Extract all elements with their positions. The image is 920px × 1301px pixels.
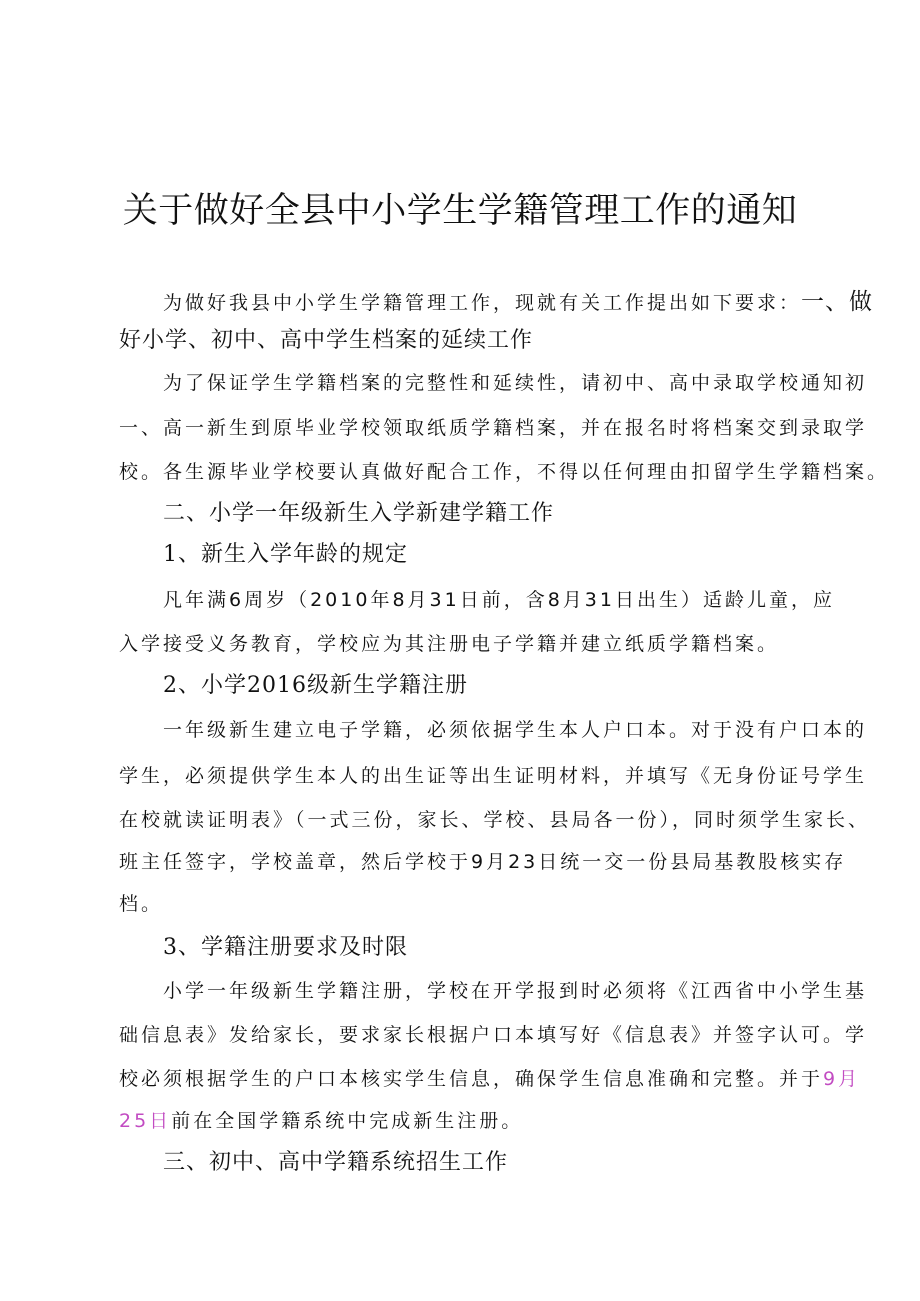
highlighted-date: 25日: [119, 1110, 172, 1132]
paragraph-line: 凡年满6周岁（2010年8月31日前，含8月31日出生）适龄儿童，应: [163, 589, 835, 611]
section-1-heading-start: 一、做: [801, 289, 874, 315]
paragraph-line: [119, 1107, 523, 1135]
section-2-heading: 二、小学一年级新生入学新建学籍工作: [163, 501, 555, 526]
subsection-3-heading: 3、学籍注册要求及时限: [163, 935, 408, 960]
section-1-heading: 好小学、初中、高中学生档案的延续工作: [119, 328, 534, 353]
subsection-2-heading: 2、小学2016级新生学籍注册: [163, 673, 468, 698]
paragraph-line: 在校就读证明表》（一式三份，家长、学校、县局各一份），同时须学生家长、: [119, 809, 871, 831]
paragraph-text: 校必须根据学生的户口本核实学生信息，确保学生信息准确和完整。并于: [119, 1068, 824, 1090]
paragraph-line: 为了保证学生学籍档案的完整性和延续性，请初中、高中录取学校通知初: [163, 372, 868, 394]
subsection-1-heading: 1、新生入学年龄的规定: [163, 542, 408, 567]
paragraph-line: 一、高一新生到原毕业学校领取纸质学籍档案，并在报名时将档案交到录取学: [119, 417, 868, 439]
section-3-heading: 三、初中、高中学籍系统招生工作: [163, 1150, 509, 1175]
paragraph-line: 校。各生源毕业学校要认真做好配合工作，不得以任何理由扣留学生学籍档案。: [119, 461, 890, 483]
intro-line-1: [163, 287, 873, 317]
paragraph-line: 入学接受义务教育，学校应为其注册电子学籍并建立纸质学籍档案。: [119, 633, 780, 655]
intro-text: 为做好我县中小学生学籍管理工作，现就有关工作提出如下要求：: [163, 292, 802, 314]
paragraph-line: [119, 1065, 860, 1093]
paragraph-line: 小学一年级新生学籍注册，学校在开学报到时必须将《江西省中小学生基: [163, 980, 868, 1002]
paragraph-line: 一年级新生建立电子学籍，必须依据学生本人户口本。对于没有户口本的: [163, 719, 868, 741]
document-title: 关于做好全县中小学生学籍管理工作的通知: [122, 191, 798, 231]
paragraph-line: 础信息表》发给家长，要求家长根据户口本填写好《信息表》并签字认可。学: [119, 1024, 868, 1046]
paragraph-line: 学生，必须提供学生本人的出生证等出生证明材料，并填写《无身份证号学生: [119, 765, 868, 787]
paragraph-line: 档。: [119, 893, 164, 915]
paragraph-text: 前在全国学籍系统中完成新生注册。: [171, 1110, 524, 1132]
highlighted-date: 9月: [823, 1068, 861, 1090]
paragraph-line: 班主任签字，学校盖章，然后学校于9月23日统一交一份县局基教股核实存: [119, 851, 847, 873]
